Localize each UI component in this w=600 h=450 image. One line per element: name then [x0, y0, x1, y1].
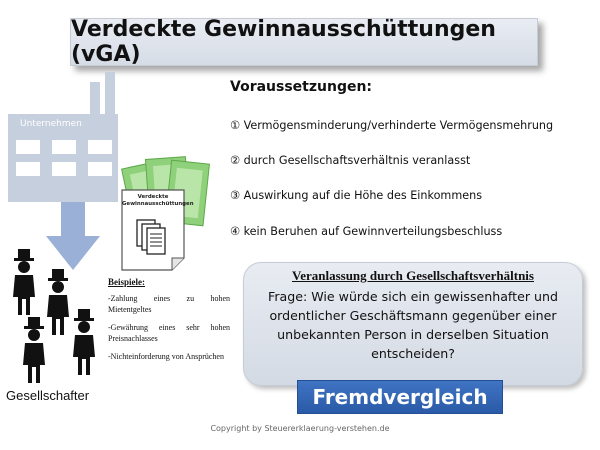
example-item: -Zahlung eines zu hohen Mietentgeltes	[108, 294, 230, 314]
examples-list	[108, 277, 230, 369]
requirement-item: ③ Auswirkung auf die Höhe des Einkommens	[230, 189, 483, 202]
company-building-icon	[8, 72, 128, 202]
example-item: -Nichteinforderung von Ansprüchen	[108, 352, 224, 361]
copyright-text: Copyright by Steuererklaerung-verstehen.de	[210, 424, 390, 433]
shareholders-icon	[8, 245, 108, 390]
question-text: Frage: Wie würde sich ein gewissenhafter und ordentlicher Geschäftsmann gegenüber einer unbekannten Person in derselben Situation entscheiden?	[268, 289, 558, 361]
company-label: Unternehmen	[20, 119, 82, 129]
requirement-item: ② durch Gesellschaftsverhältnis veranlasst	[230, 154, 471, 167]
requirement-item: ④ kein Beruhen auf Gewinnverteilungsbeschluss	[230, 225, 503, 238]
document-label: Verdeckte Gewinnausschüttungen	[122, 194, 194, 207]
page-title: Verdeckte Gewinnausschüttungen (vGA)	[70, 18, 538, 66]
requirement-item: ① Vermögensminderung/verhinderte Vermögensmehrung	[230, 119, 554, 132]
document-icon	[120, 188, 194, 272]
question-box	[243, 262, 583, 386]
example-item: -Gewährung eines sehr hohen Preisnachlasses	[108, 323, 230, 343]
requirements-title: Voraussetzungen:	[230, 79, 373, 95]
arms-length-badge: Fremdvergleich	[297, 380, 503, 414]
examples-title: Beispiele:	[108, 277, 145, 287]
shareholders-label: Gesellschafter	[6, 388, 90, 403]
question-title: Veranlassung durch Gesellschaftsverhältnis	[292, 268, 534, 283]
